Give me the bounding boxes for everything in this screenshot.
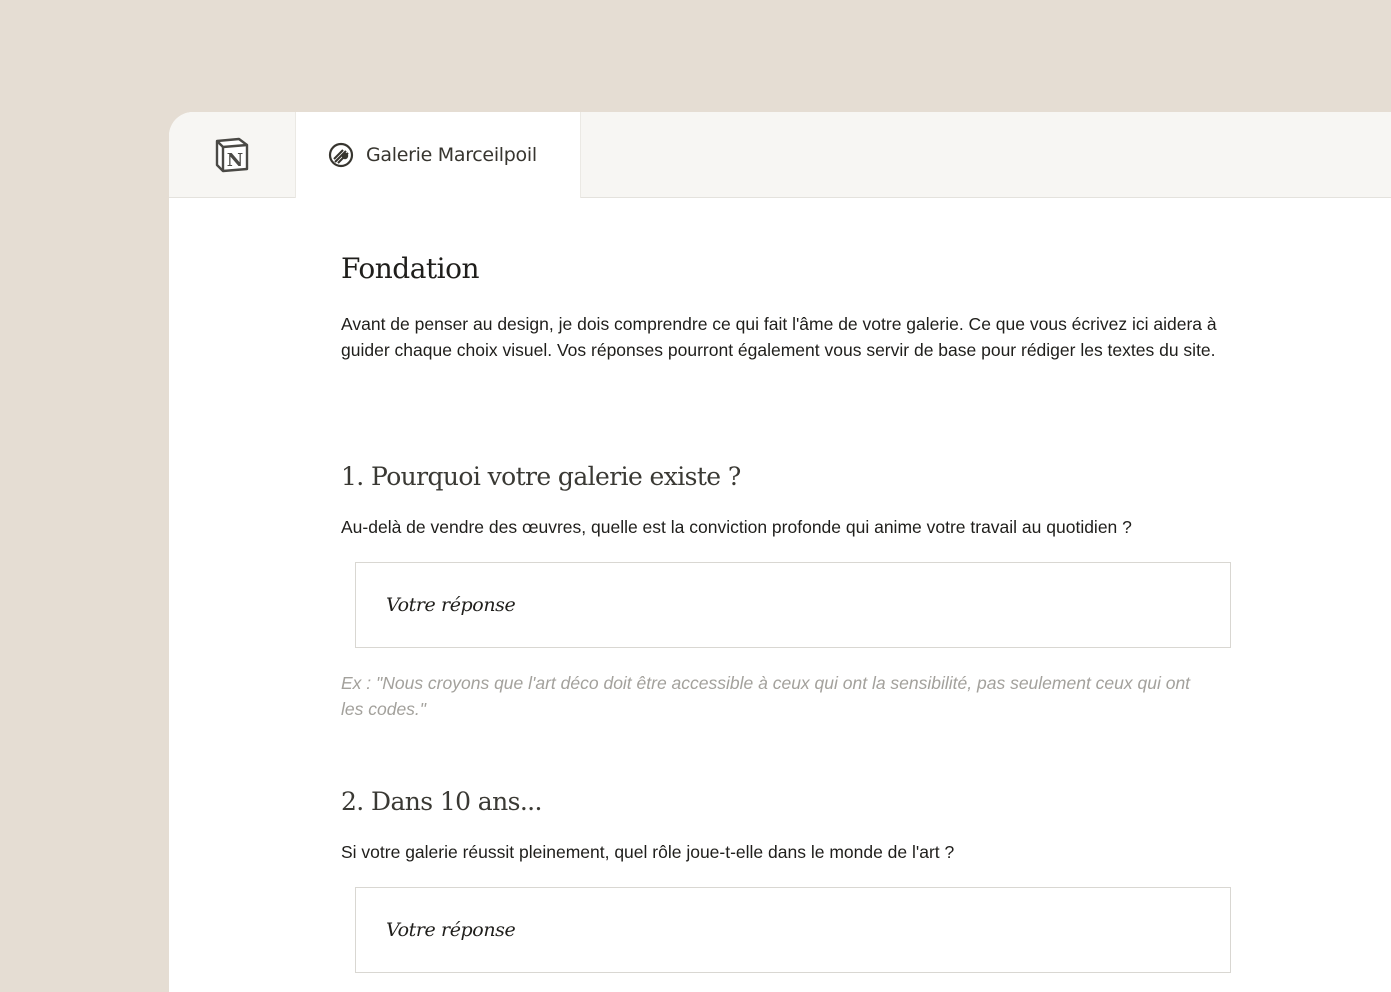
galerie-logo-icon <box>328 142 354 168</box>
app-tab[interactable] <box>169 112 295 197</box>
page-intro: Avant de penser au design, je dois comprendre ce qui fait l'âme de votre galerie. Ce que vous écrivez ici aidera à guider chaque choix visuel. Vos réponses pourront également vous servir de base pour rédiger les textes du site. <box>341 314 1217 360</box>
answer-placeholder: Votre réponse <box>386 919 516 941</box>
page-tab-label: Galerie Marceilpoil <box>366 144 537 166</box>
question-2-answer-field[interactable] <box>355 887 1231 973</box>
question-1-example: Ex : "Nous croyons que l'art déco doit être accessible à ceux qui ont la sensibilité, pas seulement ceux qui ont les codes." <box>341 673 1191 719</box>
svg-text:N: N <box>226 149 244 171</box>
question-2-title: 2. Dans 10 ans... <box>341 787 542 816</box>
tab-bar <box>169 112 1391 198</box>
question-1-text: Au-delà de vendre des œuvres, quelle est la conviction profonde qui anime votre travail au quotidien ? <box>341 517 1132 537</box>
question-2-text: Si votre galerie réussit pleinement, quel rôle joue-t-elle dans le monde de l'art ? <box>341 842 955 862</box>
page-content <box>341 252 1233 941</box>
question-1-title: 1. Pourquoi votre galerie existe ? <box>341 462 741 491</box>
answer-placeholder: Votre réponse <box>386 594 516 616</box>
page-title: Fondation <box>341 252 480 285</box>
notion-icon <box>213 136 251 174</box>
page-tab[interactable] <box>295 112 581 198</box>
notion-window <box>169 112 1391 992</box>
question-1-answer-field[interactable] <box>355 562 1231 648</box>
